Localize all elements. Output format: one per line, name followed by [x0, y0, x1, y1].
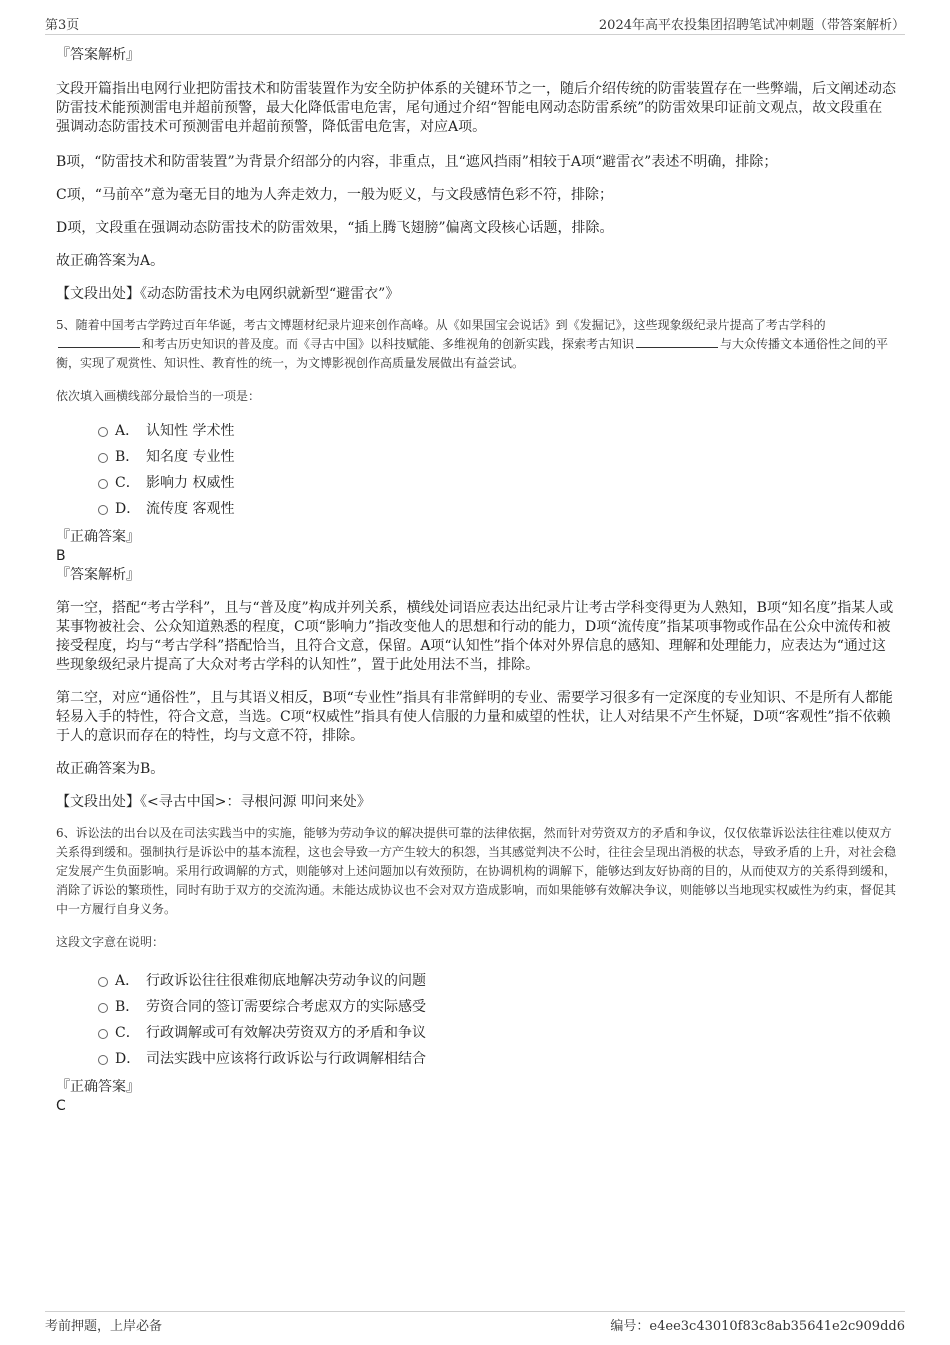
option-text: 行政调解或可有效解决劳资双方的矛盾和争议 — [146, 1025, 426, 1041]
radio-button-icon[interactable] — [98, 479, 108, 489]
option-letter: C． — [115, 1025, 140, 1041]
q5-blank-1 — [58, 335, 140, 348]
q5-option-d[interactable] — [56, 496, 896, 522]
radio-button-icon[interactable] — [98, 1003, 108, 1013]
q4-source: 【文段出处】《动态防雷技术为电网织就新型“避雷衣”》 — [56, 286, 400, 302]
q5-analysis-heading: 『答案解析』 — [56, 567, 140, 583]
option-text: 行政诉讼往往很难彻底地解决劳动争议的问题 — [146, 973, 426, 989]
q6-stem: 6、诉讼法的出台以及在司法实践当中的实施，能够为劳动争议的解决提供可靠的法律依据，然而针对劳资双方的矛盾和争议，仅仅依靠诉讼法往往难以使双方关系得到缓和。强制执行是诉讼中的基本流程，这也会导致一方产生较大的积怨，当其感觉判决不公时，往往会呈现出消极的状态，导致矛盾的上升，对社会稳定发展产生负面影响。采用行政调解的方式，则能够对上述问题加以有效预防，在协调机构的调解下，能够达到友好协商的目的，从而使双方的关系得到缓和，消除了诉讼的繁琐性，同时有助于双方的交流沟通。未能达成协议也不会对双方造成影响，而如果能够有效解决争议，则能够以当地现实权威性为约束，督促其中一方履行自身义务。 — [56, 826, 897, 916]
option-letter: A． — [115, 423, 140, 439]
q5-blank-2 — [636, 335, 718, 348]
q4-analysis-p4: D项，文段重在强调动态防雷技术的防雷效果，“插上腾飞翅膀”偏离文段核心话题，排除。 — [56, 220, 614, 236]
page-header — [45, 14, 905, 35]
option-letter: C． — [115, 475, 140, 491]
q5-conclusion: 故正确答案为B。 — [56, 761, 165, 777]
q6-options — [56, 968, 896, 1072]
q5-source: 【文段出处】《<寻古中国>：寻根问源 叩问来处》 — [56, 794, 371, 810]
q6-prompt: 这段文字意在说明： — [56, 935, 165, 949]
q4-analysis-p1: 文段开篇指出电网行业把防雷技术和防雷装置作为安全防护体系的关键环节之一，随后介绍传统的防雷装置存在一些弊端，后文阐述动态防雷技术能预测雷电并超前预警，最大化降低雷电危害，尾句通过介绍“智能电网动态防雷系统”的防雷效果印证前文观点，故文段重在强调动态防雷技术可预测雷电并超前预警，降低雷电危害，对应A项。 — [56, 81, 896, 135]
option-text: 影响力 权威性 — [146, 475, 235, 491]
document-id: 编号：e4ee3c43010f83c8ab35641e2c909dd6 — [610, 1319, 905, 1334]
radio-button-icon[interactable] — [98, 1055, 108, 1065]
q6-answer: C — [56, 1098, 66, 1114]
option-text: 认知性 学术性 — [146, 423, 235, 439]
option-letter: A． — [115, 973, 140, 989]
option-text: 司法实践中应该将行政诉讼与行政调解相结合 — [146, 1051, 426, 1067]
q6-option-d[interactable] — [56, 1046, 896, 1072]
radio-button-icon[interactable] — [98, 977, 108, 987]
q5-option-a[interactable] — [56, 418, 896, 444]
q5-analysis-p2: 第二空，对应“通俗性”，且与其语义相反，B项“专业性”指具有非常鲜明的专业、需要学习很多有一定深度的专业知识、不是所有人都能轻易入手的特性，符合文意，当选。C项“权威性”指具有使人信服的力量和威望的性状，让人对结果不产生怀疑，D项“客观性”指不依赖于人的意识而存在的特性，均与文意不符，排除。 — [56, 690, 893, 744]
q5-option-c[interactable] — [56, 470, 896, 496]
q5-stem-part-c: 与大众传播文本通俗性之间的平衡，实现了观赏性、知识性、教育性的统一，为文博影视创作高质量发展做出有益尝试。 — [56, 337, 889, 370]
q6-option-c[interactable] — [56, 1020, 896, 1046]
radio-button-icon[interactable] — [98, 427, 108, 437]
option-text: 流传度 客观性 — [146, 501, 235, 517]
option-letter: D． — [115, 501, 141, 517]
q4-analysis-p3: C项，“马前卒”意为毫无目的地为人奔走效力，一般为贬义，与文段感情色彩不符，排除； — [56, 187, 614, 203]
q6-option-a[interactable] — [56, 968, 896, 994]
radio-button-icon[interactable] — [98, 505, 108, 515]
option-text: 知名度 专业性 — [146, 449, 235, 465]
option-text: 劳资合同的签订需要综合考虑双方的实际感受 — [146, 999, 426, 1015]
q5-analysis-p1: 第一空，搭配“考古学科”，且与“普及度”构成并列关系，横线处词语应表达出纪录片让考古学科变得更为人熟知，B项“知名度”指某人或某事物被社会、公众知道熟悉的程度，C项“影响力”指改变他人的思想和行动的能力，D项“流传度”指某项事物或作品在公众中流传和被接受程度，均与“考古学科”搭配恰当，且符合文意，保留。A项“认知性”指个体对外界信息的感知、理解和处理能力，应表达为“通过这些现象级纪录片提高了大众对考古学科的认知性”，置于此处用法不当，排除。 — [56, 600, 894, 673]
footer-slogan: 考前押题，上岸必备 — [45, 1319, 163, 1334]
option-letter: B． — [115, 449, 140, 465]
q5-prompt: 依次填入画横线部分最恰当的一项是： — [56, 389, 261, 403]
q6-option-b[interactable] — [56, 994, 896, 1020]
radio-button-icon[interactable] — [98, 1029, 108, 1039]
page-footer — [45, 1311, 905, 1334]
q5-stem-part-a: 5、随着中国考古学跨过百年华诞，考古文博题材纪录片迎来创作高峰。从《如果国宝会说话》到《发掘记》，这些现象级纪录片提高了考古学科的 — [56, 318, 826, 332]
page-number: 第3页 — [45, 18, 80, 33]
q4-analysis-p2: B项，“防雷技术和防雷装置”为背景介绍部分的内容，非重点，且“遮风挡雨”相较于A项“避雷衣”表述不明确，排除； — [56, 154, 778, 170]
q4-conclusion: 故正确答案为A。 — [56, 253, 165, 269]
q5-answer-heading: 『正确答案』 — [56, 529, 140, 545]
document-body — [56, 46, 896, 1116]
q5-option-b[interactable] — [56, 444, 896, 470]
radio-button-icon[interactable] — [98, 453, 108, 463]
option-letter: D． — [115, 1051, 141, 1067]
q5-answer: B — [56, 548, 66, 564]
q5-options — [56, 418, 896, 522]
q5-stem — [56, 316, 896, 373]
q6-answer-heading: 『正确答案』 — [56, 1079, 140, 1095]
document-title: 2024年高平农投集团招聘笔试冲刺题（带答案解析） — [598, 18, 905, 33]
option-letter: B． — [115, 999, 140, 1015]
q4-analysis-heading: 『答案解析』 — [56, 47, 140, 63]
q5-stem-part-b: 和考古历史知识的普及度。而《寻古中国》以科技赋能、多维视角的创新实践，探索考古知识 — [142, 337, 635, 351]
